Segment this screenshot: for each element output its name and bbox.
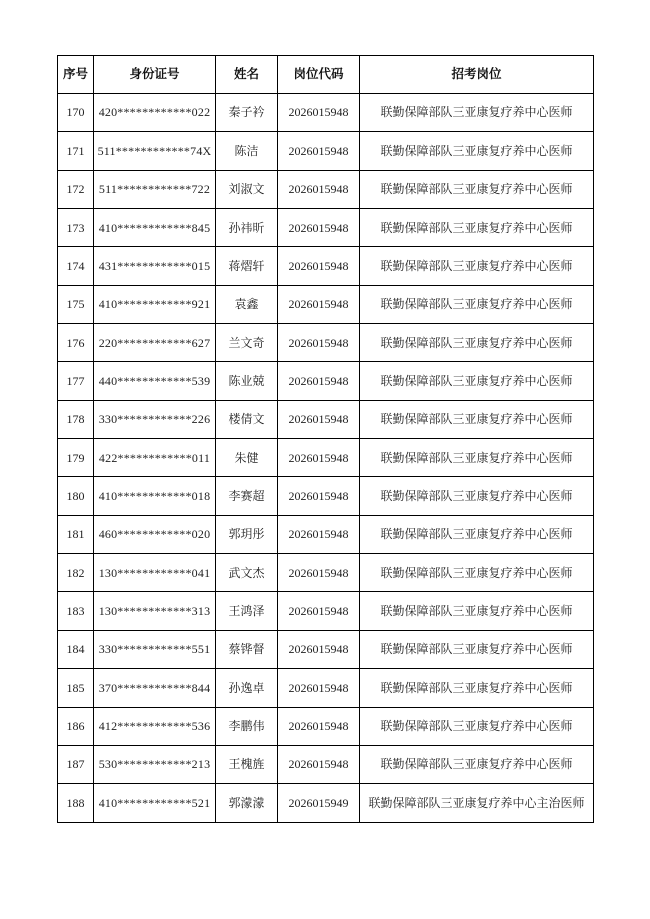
cell-name: 王鸿泽 [216, 592, 278, 630]
cell-name: 蒋熠轩 [216, 247, 278, 285]
cell-position-code: 2026015948 [278, 630, 360, 668]
cell-position-code: 2026015948 [278, 745, 360, 783]
cell-serial-number: 176 [58, 324, 94, 362]
cell-recruitment-position: 联勤保障部队三亚康复疗养中心医师 [360, 285, 594, 323]
table-row [58, 209, 594, 247]
table-row [58, 592, 594, 630]
table-row [58, 94, 594, 132]
cell-serial-number: 178 [58, 400, 94, 438]
cell-position-code: 2026015948 [278, 209, 360, 247]
table-row [58, 630, 594, 668]
cell-serial-number: 184 [58, 630, 94, 668]
table-row [58, 439, 594, 477]
col-header-position-code: 岗位代码 [278, 56, 360, 94]
col-header-id-number: 身份证号 [94, 56, 216, 94]
cell-recruitment-position: 联勤保障部队三亚康复疗养中心医师 [360, 247, 594, 285]
cell-position-code: 2026015948 [278, 477, 360, 515]
table-row [58, 784, 594, 822]
cell-name: 兰文奇 [216, 324, 278, 362]
cell-serial-number: 183 [58, 592, 94, 630]
table-row [58, 247, 594, 285]
cell-position-code: 2026015948 [278, 170, 360, 208]
table-row [58, 400, 594, 438]
cell-name: 李鹏伟 [216, 707, 278, 745]
cell-serial-number: 177 [58, 362, 94, 400]
cell-recruitment-position: 联勤保障部队三亚康复疗养中心医师 [360, 132, 594, 170]
cell-position-code: 2026015948 [278, 285, 360, 323]
cell-id-number: 530************213 [94, 745, 216, 783]
table-row [58, 515, 594, 553]
cell-recruitment-position: 联勤保障部队三亚康复疗养中心医师 [360, 592, 594, 630]
cell-recruitment-position: 联勤保障部队三亚康复疗养中心医师 [360, 707, 594, 745]
cell-name: 刘淑文 [216, 170, 278, 208]
cell-serial-number: 179 [58, 439, 94, 477]
cell-id-number: 422************011 [94, 439, 216, 477]
cell-serial-number: 173 [58, 209, 94, 247]
cell-recruitment-position: 联勤保障部队三亚康复疗养中心医师 [360, 362, 594, 400]
cell-serial-number: 175 [58, 285, 94, 323]
cell-recruitment-position: 联勤保障部队三亚康复疗养中心主治医师 [360, 784, 594, 822]
cell-serial-number: 182 [58, 554, 94, 592]
cell-serial-number: 187 [58, 745, 94, 783]
cell-recruitment-position: 联勤保障部队三亚康复疗养中心医师 [360, 477, 594, 515]
cell-position-code: 2026015948 [278, 94, 360, 132]
cell-position-code: 2026015948 [278, 247, 360, 285]
cell-position-code: 2026015948 [278, 132, 360, 170]
cell-position-code: 2026015948 [278, 362, 360, 400]
cell-name: 袁鑫 [216, 285, 278, 323]
header-row [58, 56, 594, 94]
cell-name: 陈洁 [216, 132, 278, 170]
cell-recruitment-position: 联勤保障部队三亚康复疗养中心医师 [360, 554, 594, 592]
table-row [58, 170, 594, 208]
cell-id-number: 330************551 [94, 630, 216, 668]
cell-name: 郭玥彤 [216, 515, 278, 553]
cell-recruitment-position: 联勤保障部队三亚康复疗养中心医师 [360, 324, 594, 362]
cell-id-number: 370************844 [94, 669, 216, 707]
cell-id-number: 330************226 [94, 400, 216, 438]
cell-name: 楼倩文 [216, 400, 278, 438]
cell-position-code: 2026015948 [278, 592, 360, 630]
table-body [58, 94, 594, 823]
col-header-serial-number: 序号 [58, 56, 94, 94]
cell-id-number: 511************722 [94, 170, 216, 208]
cell-id-number: 130************313 [94, 592, 216, 630]
table-row [58, 324, 594, 362]
cell-id-number: 511************74X [94, 132, 216, 170]
cell-serial-number: 185 [58, 669, 94, 707]
cell-name: 蔡铧督 [216, 630, 278, 668]
cell-position-code: 2026015949 [278, 784, 360, 822]
cell-position-code: 2026015948 [278, 669, 360, 707]
cell-recruitment-position: 联勤保障部队三亚康复疗养中心医师 [360, 209, 594, 247]
cell-position-code: 2026015948 [278, 554, 360, 592]
cell-recruitment-position: 联勤保障部队三亚康复疗养中心医师 [360, 515, 594, 553]
cell-recruitment-position: 联勤保障部队三亚康复疗养中心医师 [360, 94, 594, 132]
cell-name: 武文杰 [216, 554, 278, 592]
cell-id-number: 220************627 [94, 324, 216, 362]
cell-position-code: 2026015948 [278, 439, 360, 477]
table-row [58, 745, 594, 783]
cell-recruitment-position: 联勤保障部队三亚康复疗养中心医师 [360, 745, 594, 783]
cell-serial-number: 171 [58, 132, 94, 170]
cell-recruitment-position: 联勤保障部队三亚康复疗养中心医师 [360, 439, 594, 477]
cell-name: 陈业兢 [216, 362, 278, 400]
cell-id-number: 130************041 [94, 554, 216, 592]
cell-serial-number: 172 [58, 170, 94, 208]
table-row [58, 707, 594, 745]
table-row [58, 554, 594, 592]
cell-serial-number: 186 [58, 707, 94, 745]
cell-id-number: 431************015 [94, 247, 216, 285]
cell-id-number: 420************022 [94, 94, 216, 132]
cell-id-number: 410************018 [94, 477, 216, 515]
cell-recruitment-position: 联勤保障部队三亚康复疗养中心医师 [360, 400, 594, 438]
cell-serial-number: 181 [58, 515, 94, 553]
cell-name: 郭濛濛 [216, 784, 278, 822]
cell-position-code: 2026015948 [278, 707, 360, 745]
cell-position-code: 2026015948 [278, 324, 360, 362]
cell-serial-number: 170 [58, 94, 94, 132]
cell-recruitment-position: 联勤保障部队三亚康复疗养中心医师 [360, 669, 594, 707]
cell-id-number: 410************521 [94, 784, 216, 822]
cell-name: 秦子衿 [216, 94, 278, 132]
cell-id-number: 460************020 [94, 515, 216, 553]
col-header-name: 姓名 [216, 56, 278, 94]
table-row [58, 285, 594, 323]
cell-serial-number: 180 [58, 477, 94, 515]
cell-name: 王槐旌 [216, 745, 278, 783]
table-row [58, 132, 594, 170]
cell-id-number: 412************536 [94, 707, 216, 745]
cell-name: 孙祎昕 [216, 209, 278, 247]
col-header-recruitment-position: 招考岗位 [360, 56, 594, 94]
table-row [58, 477, 594, 515]
table-row [58, 362, 594, 400]
table-row [58, 669, 594, 707]
cell-serial-number: 188 [58, 784, 94, 822]
cell-recruitment-position: 联勤保障部队三亚康复疗养中心医师 [360, 630, 594, 668]
recruitment-roster-table [57, 55, 594, 823]
cell-id-number: 410************845 [94, 209, 216, 247]
cell-position-code: 2026015948 [278, 400, 360, 438]
cell-id-number: 440************539 [94, 362, 216, 400]
cell-serial-number: 174 [58, 247, 94, 285]
cell-recruitment-position: 联勤保障部队三亚康复疗养中心医师 [360, 170, 594, 208]
cell-name: 孙逸卓 [216, 669, 278, 707]
cell-name: 李赛超 [216, 477, 278, 515]
cell-position-code: 2026015948 [278, 515, 360, 553]
cell-name: 朱健 [216, 439, 278, 477]
cell-id-number: 410************921 [94, 285, 216, 323]
